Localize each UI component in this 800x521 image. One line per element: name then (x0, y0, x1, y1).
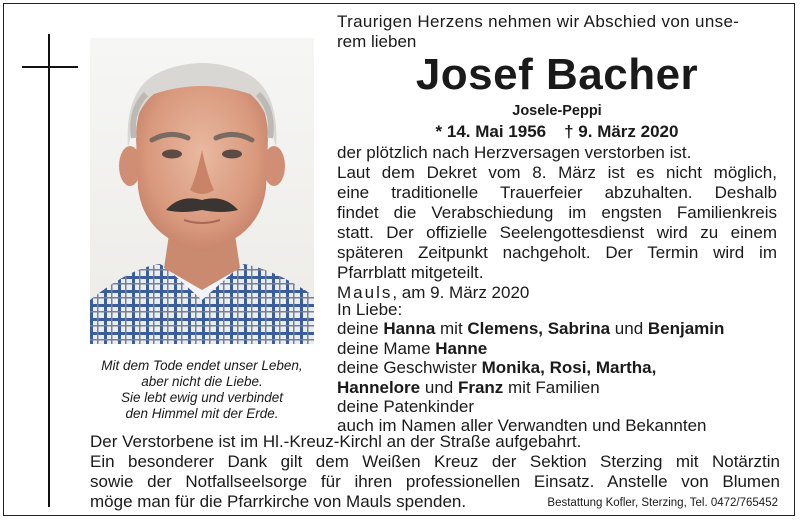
portrait-photo (90, 38, 314, 344)
text: deine Geschwister (337, 358, 482, 378)
quote-line: den Himmel mit der Erde. (125, 406, 279, 421)
place: Mauls (337, 283, 393, 302)
body-line: statt. Der offizielle Seelengottesdienst wird zu einem (337, 223, 777, 242)
intro-text (337, 12, 777, 52)
closing-line: Ein besonderer Dank gilt dem Weißen Kreuz der Sektion Sterzing mit Notärztin (90, 452, 780, 471)
family-name: Hanna (383, 319, 436, 339)
deceased-nickname: Josele-Peppi (512, 103, 602, 119)
text: mit (435, 319, 468, 339)
intro-line: Traurigen Herzens nehmen wir Abschied von unse- (337, 12, 740, 31)
family-list (337, 300, 787, 436)
body-line: späteren Zeitpunkt nachgeholt. Der Termin wird im (337, 243, 777, 262)
text: mit Familien (503, 377, 600, 397)
family-name: Clemens, Sabrina (467, 319, 611, 339)
text: deine Mame (337, 338, 436, 358)
closing-line: sowie der Notfallseelsorge für ihren professionellen Einsatz. Anstelle von Blumen (90, 472, 780, 491)
undertaker-credit: Bestattung Kofler, Sterzing, Tel. 0472/765452 (547, 497, 778, 509)
life-dates (337, 121, 777, 143)
family-intro: In Liebe: (337, 300, 403, 319)
family-line: auch im Namen aller Verwandten und Bekannten (337, 416, 707, 436)
deceased-name: Josef Bacher (415, 50, 699, 99)
family-name: Hannelore (337, 377, 421, 397)
body-line: eine traditionelle Trauerfeier abzuhalten. Deshalb (337, 183, 777, 202)
family-name: Monika, Rosi, Martha, (481, 358, 657, 378)
quote-line: Sie lebt ewig und verbindet (120, 390, 284, 405)
intro-line: rem lieben (337, 32, 417, 51)
closing-line: Der Verstorbene ist im Hl.-Kreuz-Kirchl an der Straße aufgebahrt. (90, 432, 582, 451)
text: deine (337, 319, 384, 339)
quote-line: Mit dem Tode endet unser Leben, (101, 358, 303, 373)
family-line (337, 378, 787, 397)
body-line: findet die Verabschiedung im engsten Familienkreis (337, 203, 777, 222)
notice-body (337, 143, 777, 303)
family-line (337, 319, 787, 338)
body-line: Laut dem Dekret vom 8. März ist es nicht möglich, (337, 163, 777, 182)
family-line: deine Patenkinder (337, 397, 475, 417)
text: und (610, 319, 648, 339)
family-name: Hanne (435, 338, 488, 358)
quote-line: aber nicht die Liebe. (141, 374, 263, 389)
date: , am 9. März 2020 (392, 283, 530, 302)
birth-date: * 14. Mai 1956 (435, 122, 547, 141)
text: und (420, 377, 458, 397)
family-line (337, 358, 787, 377)
body-line: der plötzlich nach Herzversagen verstorben ist. (337, 143, 692, 162)
body-line: Pfarrblatt mitgeteilt. (337, 263, 484, 282)
memorial-quote (86, 358, 318, 422)
family-name: Benjamin (647, 319, 725, 339)
family-name: Franz (457, 377, 504, 397)
death-date: † 9. März 2020 (564, 122, 679, 141)
closing-line: möge man für die Pfarrkirche von Mauls spenden. (90, 492, 467, 511)
family-line (337, 339, 787, 358)
